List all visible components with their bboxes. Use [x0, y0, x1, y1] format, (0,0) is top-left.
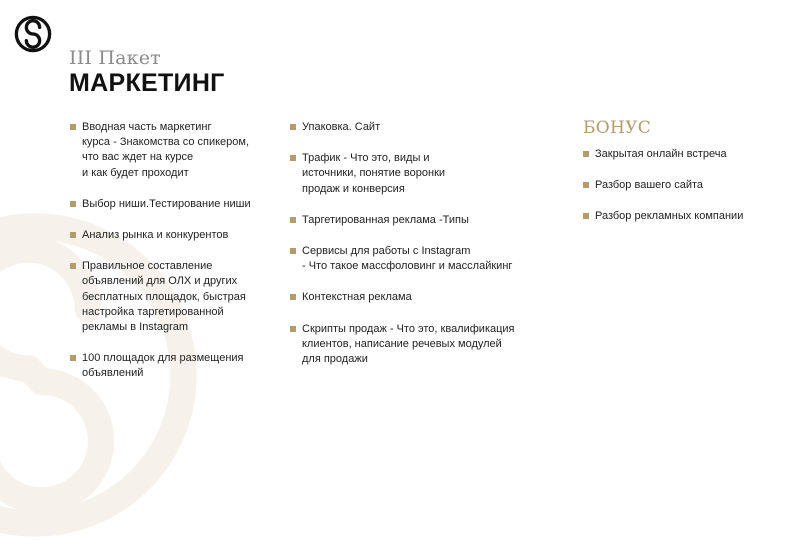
topics-column-1: [70, 120, 280, 398]
list-item: 100 площадок для размещения объявлений: [70, 351, 280, 381]
list-item: Правильное составление объявлений для ОЛХ и других бесплатных площадок, быстрая настройка таргетированной рекламы в Instagram: [70, 259, 280, 335]
list-item: Таргетированная реклама -Типы: [290, 213, 530, 228]
bonus-title: БОНУС: [583, 118, 652, 138]
brand-logo-icon: [14, 15, 52, 53]
bonus-item: Разбор рекламных компании: [583, 209, 793, 224]
package-label: III Пакет: [69, 47, 161, 69]
list-item: Трафик - Что это, виды и источники, понятие воронки продаж и конверсия: [290, 151, 530, 197]
list-item: Контекстная реклама: [290, 290, 530, 305]
list-item: Упаковка. Сайт: [290, 120, 530, 135]
list-item: Скрипты продаж - Что это, квалификация клиентов, написание речевых модулей для продажи: [290, 322, 530, 368]
page-title: МАРКЕТИНГ: [69, 69, 225, 97]
list-item: Сервисы для работы с Instagram - Что такое массфоловинг и масслайкинг: [290, 244, 530, 274]
topics-column-2: [290, 120, 530, 383]
bonus-item: Разбор вашего сайта: [583, 178, 793, 193]
bonus-item: Закрытая онлайн встреча: [583, 147, 793, 162]
list-item: Вводная часть маркетинг курса - Знакомства со спикером, что вас ждет на курсе и как будет проходит: [70, 120, 280, 181]
list-item: Выбор ниши.Тестирование ниши: [70, 197, 280, 212]
bonus-column: [583, 118, 793, 241]
list-item: Анализ рынка и конкурентов: [70, 228, 280, 243]
